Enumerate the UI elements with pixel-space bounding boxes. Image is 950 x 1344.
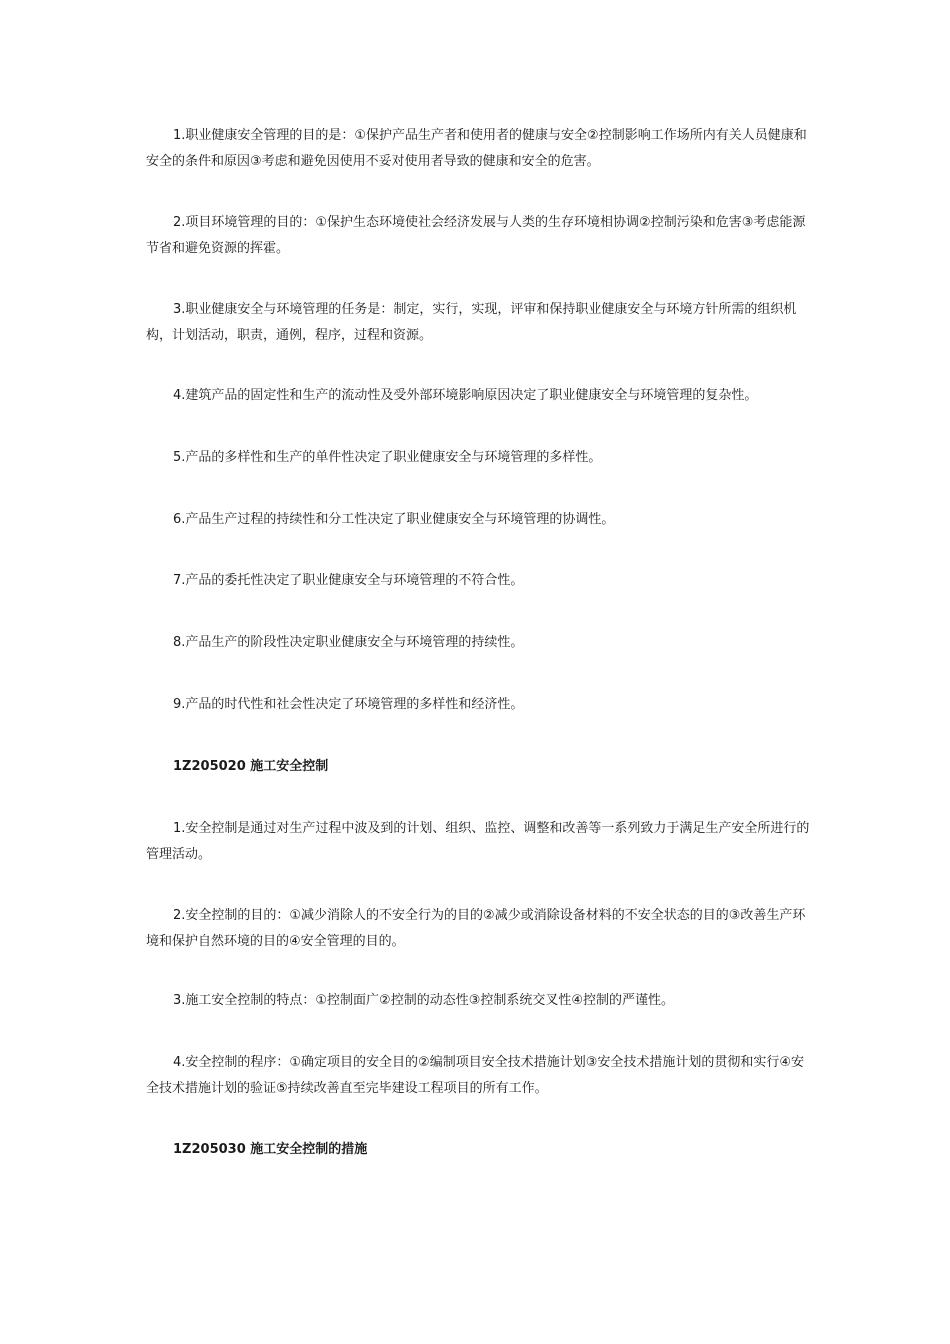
section-heading-1z205030: 1Z205030 施工安全控制的措施 — [173, 1142, 368, 1157]
paragraph-safety-1: 1.安全控制是通过对生产过程中波及到的计划、组织、监控、调整和改善等一系列致力于满足生产安全所进行的管理活动。 — [146, 821, 810, 862]
paragraph-7: 7.产品的委托性决定了职业健康安全与环境管理的不符合性。 — [173, 573, 524, 588]
paragraph-2: 2.项目环境管理的目的：①保护生态环境使社会经济发展与人类的生存环境相协调②控制污染和危害③考虑能源节省和避免资源的挥霍。 — [146, 215, 806, 256]
paragraph-1: 1.职业健康安全管理的目的是：①保护产品生产者和使用者的健康与安全②控制影响工作场所内有关人员健康和安全的条件和原因③考虑和避免因使用不妥对使用者导致的健康和安全的危害。 — [146, 128, 807, 169]
paragraph-5: 5.产品的多样性和生产的单件性决定了职业健康安全与环境管理的多样性。 — [173, 450, 602, 465]
section-heading-1z205020: 1Z205020 施工安全控制 — [173, 759, 329, 774]
paragraph-safety-4: 4.安全控制的程序：①确定项目的安全目的②编制项目安全技术措施计划③安全技术措施计划的贯彻和实行④安全技术措施计划的验证⑤持续改善直至完毕建设工程项目的所有工作。 — [146, 1055, 805, 1096]
paragraph-safety-3: 3.施工安全控制的特点：①控制面广②控制的动态性③控制系统交叉性④控制的严谨性。 — [173, 993, 675, 1008]
paragraph-8: 8.产品生产的阶段性决定职业健康安全与环境管理的持续性。 — [173, 635, 524, 650]
paragraph-9: 9.产品的时代性和社会性决定了环境管理的多样性和经济性。 — [173, 697, 524, 712]
paragraph-6: 6.产品生产过程的持续性和分工性决定了职业健康安全与环境管理的协调性。 — [173, 512, 615, 527]
paragraph-4: 4.建筑产品的固定性和生产的流动性及受外部环境影响原因决定了职业健康安全与环境管理的复杂性。 — [173, 388, 758, 403]
paragraph-safety-2: 2.安全控制的目的：①减少消除人的不安全行为的目的②减少或消除设备材料的不安全状态的目的③改善生产环境和保护自然环境的目的④安全管理的目的。 — [146, 908, 806, 949]
paragraph-3: 3.职业健康安全与环境管理的任务是：制定，实行，实现，评审和保持职业健康安全与环境方针所需的组织机构，计划活动，职责，通例，程序，过程和资源。 — [146, 302, 797, 343]
